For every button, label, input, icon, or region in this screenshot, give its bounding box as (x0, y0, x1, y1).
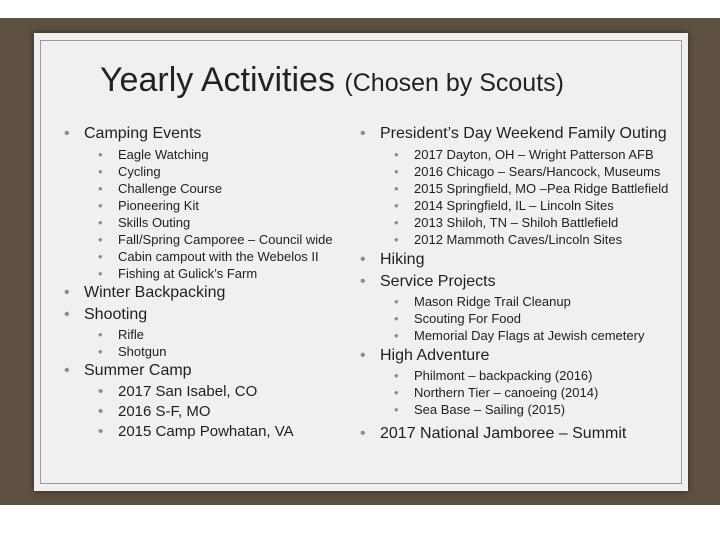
list-item (354, 367, 684, 384)
list-item (354, 197, 684, 214)
shooting-heading (58, 304, 398, 326)
heading-label: Summer Camp (84, 362, 192, 379)
bullet-icon: • (98, 423, 104, 440)
item-label: Cabin campout with the Webelos II (118, 249, 319, 264)
item-label: Philmont – backpacking (2016) (414, 368, 593, 383)
list-item (354, 231, 684, 248)
item-label: Sea Base – Sailing (2015) (414, 402, 566, 417)
bullet-icon: • (394, 215, 399, 230)
title-main: Yearly Activities (100, 61, 335, 99)
item-label: 2013 Shiloh, TN – Shiloh Battlefield (414, 215, 619, 230)
list-item (354, 180, 684, 197)
item-label: Northern Tier – canoeing (2014) (414, 385, 599, 400)
bullet-icon: • (98, 147, 103, 162)
list-item (58, 326, 398, 343)
bullet-icon: • (394, 368, 399, 383)
item-label: 2014 Springfield, IL – Lincoln Sites (414, 198, 614, 213)
list-item (58, 163, 398, 180)
jamboree-heading (354, 423, 684, 445)
list-item (354, 214, 684, 231)
bullet-icon: • (360, 251, 366, 268)
item-label: Shotgun (118, 344, 167, 359)
item-label: Fall/Spring Camporee – Council wide (118, 232, 333, 247)
item-label: Pioneering Kit (118, 198, 199, 213)
list-item (58, 343, 398, 360)
heading-label: Shooting (84, 306, 148, 323)
list-item (354, 310, 684, 327)
bullet-icon: • (64, 284, 70, 301)
item-label: 2015 Camp Powhatan, VA (118, 423, 294, 440)
list-item (58, 382, 398, 402)
bullet-icon: • (98, 266, 103, 281)
list-item (58, 402, 398, 422)
bullet-icon: • (394, 385, 399, 400)
bullet-icon: • (98, 198, 103, 213)
service-projects-heading (354, 271, 684, 293)
bullet-icon: • (394, 232, 399, 247)
heading-label: Camping Events (84, 125, 202, 142)
bottom-band (0, 505, 720, 540)
heading-label: Service Projects (380, 273, 496, 290)
item-label: 2016 Chicago – Sears/Hancock, Museums (414, 164, 661, 179)
bullet-icon: • (98, 181, 103, 196)
item-label: Skills Outing (118, 215, 191, 230)
heading-label: 2017 National Jamboree – Summit (380, 425, 627, 442)
item-label: 2017 San Isabel, CO (118, 383, 258, 400)
bullet-icon: • (394, 402, 399, 417)
winter-backpacking-heading (58, 282, 398, 304)
list-item (58, 231, 398, 248)
item-label: Mason Ridge Trail Cleanup (414, 294, 571, 309)
item-label: Fishing at Gulick’s Farm (118, 266, 258, 281)
heading-label: President’s Day Weekend Family Outing (380, 125, 667, 142)
bullet-icon: • (98, 403, 104, 420)
bullet-icon: • (394, 198, 399, 213)
list-item (354, 401, 684, 418)
bullet-icon: • (394, 294, 399, 309)
item-label: Scouting For Food (414, 311, 521, 326)
bullet-icon: • (98, 383, 104, 400)
heading-label: Hiking (380, 251, 425, 268)
slide-title (100, 61, 640, 111)
bullet-icon: • (98, 249, 103, 264)
left-column (58, 123, 398, 442)
bullet-icon: • (98, 164, 103, 179)
bullet-icon: • (64, 362, 70, 379)
item-label: 2016 S-F, MO (118, 403, 211, 420)
item-label: Eagle Watching (118, 147, 209, 162)
list-item (354, 146, 684, 163)
bullet-icon: • (360, 125, 366, 142)
summer-camp-heading (58, 360, 398, 382)
list-item (58, 180, 398, 197)
list-item (58, 146, 398, 163)
item-label: Cycling (118, 164, 161, 179)
heading-label: High Adventure (380, 347, 490, 364)
list-item (354, 163, 684, 180)
list-item (58, 422, 398, 442)
item-label: Memorial Day Flags at Jewish cemetery (414, 328, 645, 343)
slide-card (34, 33, 688, 491)
bullet-icon: • (360, 347, 366, 364)
heading-label: Winter Backpacking (84, 284, 226, 301)
item-label: Rifle (118, 327, 145, 342)
item-label: Challenge Course (118, 181, 223, 196)
list-item (58, 197, 398, 214)
list-item (354, 327, 684, 344)
bullet-icon: • (98, 215, 103, 230)
top-band (0, 0, 720, 18)
item-label: 2012 Mammoth Caves/Lincoln Sites (414, 232, 623, 247)
right-column (354, 123, 684, 445)
camping-events-heading (58, 123, 398, 145)
bullet-icon: • (360, 273, 366, 290)
list-item (58, 265, 398, 282)
bullet-icon: • (394, 328, 399, 343)
bullet-icon: • (64, 125, 70, 142)
presidents-day-heading (354, 123, 684, 145)
bullet-icon: • (394, 311, 399, 326)
bullet-icon: • (360, 425, 366, 442)
item-label: 2015 Springfield, MO –Pea Ridge Battlefield (414, 181, 669, 196)
bullet-icon: • (98, 327, 103, 342)
hiking-heading (354, 249, 684, 271)
list-item (354, 293, 684, 310)
bullet-icon: • (394, 147, 399, 162)
bullet-icon: • (98, 344, 103, 359)
list-item (354, 384, 684, 401)
title-sub: (Chosen by Scouts) (344, 69, 564, 97)
bullet-icon: • (394, 181, 399, 196)
bullet-icon: • (64, 306, 70, 323)
list-item (58, 214, 398, 231)
list-item (58, 248, 398, 265)
high-adventure-heading (354, 345, 684, 367)
item-label: 2017 Dayton, OH – Wright Patterson AFB (414, 147, 654, 162)
bullet-icon: • (394, 164, 399, 179)
bullet-icon: • (98, 232, 103, 247)
